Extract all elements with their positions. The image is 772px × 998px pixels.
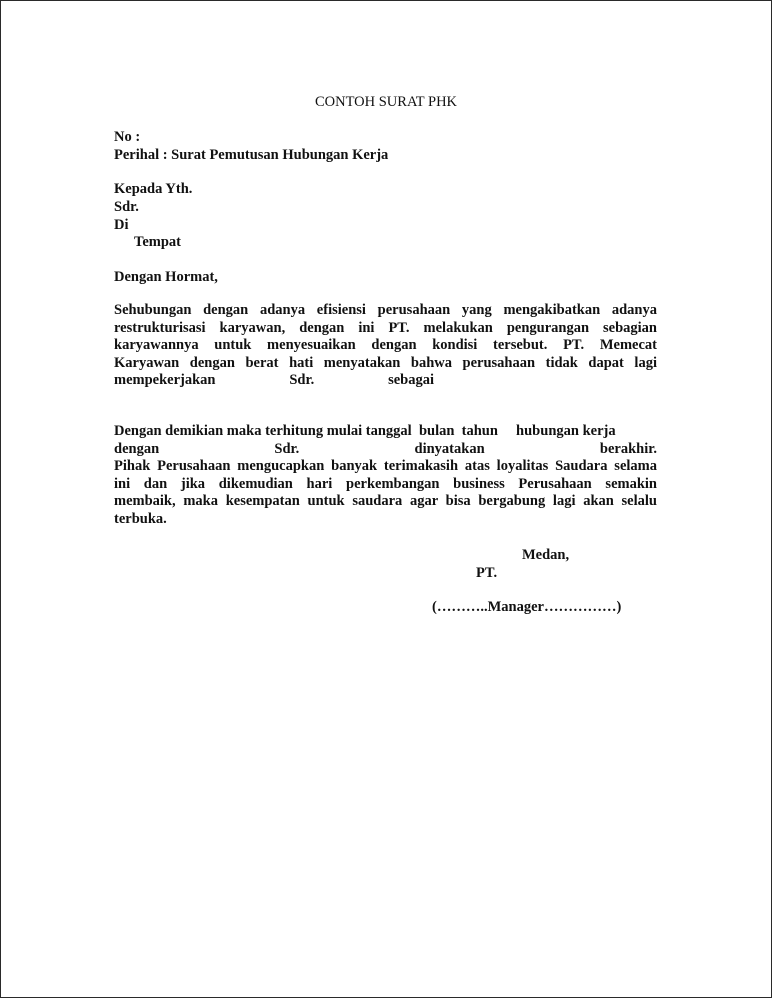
closing-city: Medan, xyxy=(522,547,570,563)
recipient-line-4: Tempat xyxy=(134,234,181,250)
paragraph-2-line: ini dan jika dikemudian hari perkembangan business Perusahaan semakin xyxy=(114,475,657,492)
closing-company: PT. xyxy=(476,565,498,581)
paragraph-1-line: Sehubungan dengan adanya efisiensi perusahaan yang mengakibatkan adanya xyxy=(114,302,657,318)
paragraph-2-line: dengan Sdr. dinyatakan berakhir. xyxy=(114,440,657,457)
paragraph-2-line: Dengan demikian maka terhitung mulai tanggal bulan tahun hubungan kerja xyxy=(114,423,616,439)
paragraph-1-line: karyawannya untuk menyesuaikan dengan kondisi tersebut. PT. Memecat xyxy=(114,337,657,354)
recipient-line-3: Di xyxy=(114,217,129,233)
signature-line: (………..Manager……………) xyxy=(432,599,622,615)
letter-subject: Perihal : Surat Pemutusan Hubungan Kerja xyxy=(114,147,389,163)
document-title: CONTOH SURAT PHK xyxy=(314,94,458,110)
recipient-line-1: Kepada Yth. xyxy=(114,181,193,197)
recipient-line-2: Sdr. xyxy=(114,199,139,215)
paragraph-2-line: terbuka. xyxy=(114,510,167,527)
paragraph-1-line: restrukturisasi karyawan, dengan ini PT. melakukan pengurangan sebagian xyxy=(114,319,657,336)
paragraph-1-line: Karyawan dengan berat hati menyatakan bahwa perusahaan tidak dapat lagi xyxy=(114,354,657,371)
paragraph-2-line: Pihak Perusahaan mengucapkan banyak terimakasih atas loyalitas Saudara selama xyxy=(114,458,657,475)
paragraph-2-line: membaik, maka kesempatan untuk saudara agar bisa bergabung lagi akan selalu xyxy=(114,493,657,510)
letter-number: No : xyxy=(114,129,141,145)
paragraph-1 xyxy=(114,302,657,390)
paragraph-2 xyxy=(114,423,657,529)
paragraph-1-line: mempekerjakan Sdr. sebagai xyxy=(114,372,434,389)
greeting: Dengan Hormat, xyxy=(114,269,218,285)
